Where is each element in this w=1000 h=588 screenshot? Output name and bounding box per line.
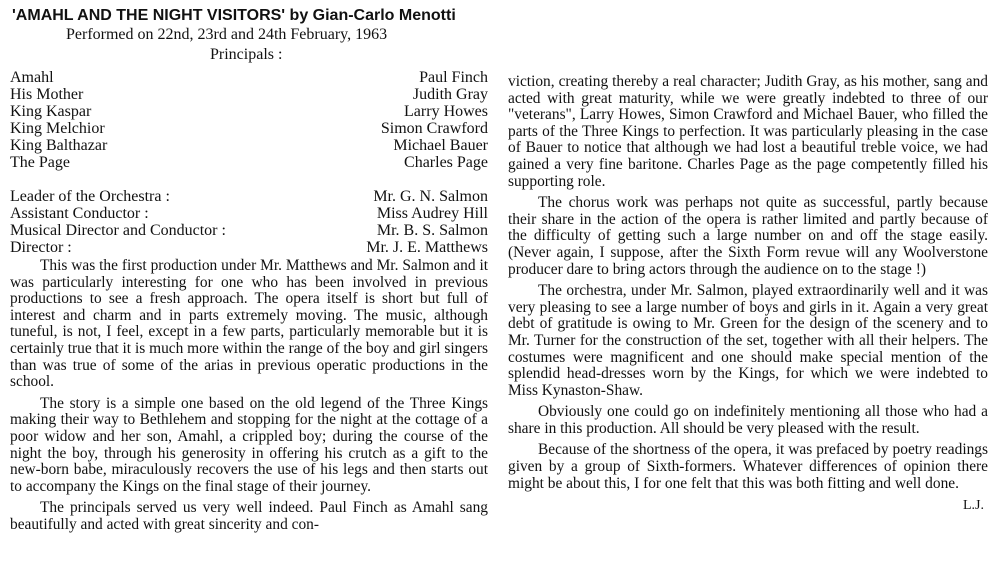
staff-role: Leader of the Orchestra :	[10, 188, 170, 205]
cast-row	[10, 137, 488, 154]
cast-row	[10, 69, 488, 86]
cast-role: The Page	[10, 154, 70, 171]
cast-actor: Paul Finch	[419, 69, 488, 86]
review-paragraph: Obviously one could go on indefinitely mentioning all those who had a share in this production. All should be very pleased with the result.	[508, 403, 988, 437]
staff-name: Mr. B. S. Salmon	[376, 222, 488, 239]
cast-role: King Melchior	[10, 120, 105, 137]
staff-role: Assistant Conductor :	[10, 205, 149, 222]
review-paragraph: The chorus work was perhaps not quite as successful, partly because their share in the action of the opera is rather limited and partly because of the difficulty of getting such a large number on and off the stage easily. (Never again, I suppose, after the Sixth Form revue will any Woolverstone producer dare to bring actors through the audience on to the stage !)	[508, 194, 988, 278]
performance-dates: Performed on 22nd, 23rd and 24th February, 1963	[66, 26, 388, 43]
cast-actor: Simon Crawford	[380, 120, 488, 137]
staff-name: Miss Audrey Hill	[376, 205, 488, 222]
cast-row	[10, 86, 488, 103]
staff-row	[10, 205, 488, 222]
review-paragraph: The principals served us very well indeed. Paul Finch as Amahl sang beautifully and acted with great sincerity and con-	[10, 499, 488, 533]
cast-row	[10, 103, 488, 120]
author-initials: L.J.	[963, 498, 984, 514]
cast-role: King Kaspar	[10, 103, 92, 120]
cast-role: His Mother	[10, 86, 84, 103]
cast-list	[10, 69, 488, 171]
article-title: 'AMAHL AND THE NIGHT VISITORS' by Gian-Carlo Menotti	[12, 7, 456, 24]
left-column	[10, 6, 488, 534]
staff-list	[10, 188, 488, 256]
staff-row	[10, 222, 488, 239]
review-paragraph: viction, creating thereby a real character; Judith Gray, as his mother, sang and acted with great maturity, while we were greatly indebted to three of our "veterans", Larry Howes, Simon Crawford and Michael Bauer, who filled the parts of the Three Kings to perfection. It was particularly pleasing in the case of Bauer to notice that although we had lost a beautiful treble voice, we had gained a very fine baritone. Charles Page as the page competently filled his supporting role.	[508, 73, 988, 190]
staff-row	[10, 188, 488, 205]
principals-heading: Principals :	[210, 46, 283, 63]
staff-name: Mr. J. E. Matthews	[366, 239, 488, 256]
staff-role: Director :	[10, 239, 72, 256]
right-column	[508, 74, 988, 514]
review-paragraph: The story is a simple one based on the old legend of the Three Kings making their way to Bethlehem and stopping for the night at the cottage of a poor widow and her son, Amahl, a crippled boy; during the course of the night the boy, through his generosity in offering his crutch as a gift to the new-born babe, miraculously recovers the use of his legs and then starts out to accompany the Kings on the final stage of their journey.	[10, 394, 488, 495]
cast-role: Amahl	[10, 69, 54, 86]
review-paragraph: This was the first production under Mr. Matthews and Mr. Salmon and it was particularly interesting for one who has been involved in previous productions to see a fresh approach. The opera itself is short but full of interest and charm and in parts extremely moving. The music, although tuneful, is not, I feel, except in a few parts, particularly memorable but it is certainly true that it is much more within the range of the boy and girl singers than was true of some of the arias in previous operatic productions in the school.	[10, 257, 488, 391]
staff-name: Mr. G. N. Salmon	[373, 188, 488, 205]
cast-actor: Michael Bauer	[393, 137, 488, 154]
cast-row	[10, 154, 488, 171]
review-paragraph: The orchestra, under Mr. Salmon, played extraordinarily well and it was very pleasing to see a large number of boys and girls in it. Again a very great debt of gratitude is owing to Mr. Green for the design of the scenery and to Mr. Turner for the construction of the set, together with all their helpers. The costumes were magnificent and one should make special mention of the splendid head-dresses worn by the Kings, for which we were indebted to Miss Kynaston-Shaw.	[508, 282, 988, 399]
staff-row	[10, 239, 488, 256]
cast-actor: Larry Howes	[404, 103, 488, 120]
staff-role: Musical Director and Conductor :	[10, 222, 226, 239]
review-paragraph: Because of the shortness of the opera, it was prefaced by poetry readings given by a group of Sixth-formers. Whatever differences of opinion there might be about this, I for one felt that this was both fitting and well done.	[508, 441, 988, 492]
cast-actor: Judith Gray	[412, 86, 488, 103]
cast-actor: Charles Page	[404, 154, 488, 171]
cast-role: King Balthazar	[10, 137, 108, 154]
cast-row	[10, 120, 488, 137]
